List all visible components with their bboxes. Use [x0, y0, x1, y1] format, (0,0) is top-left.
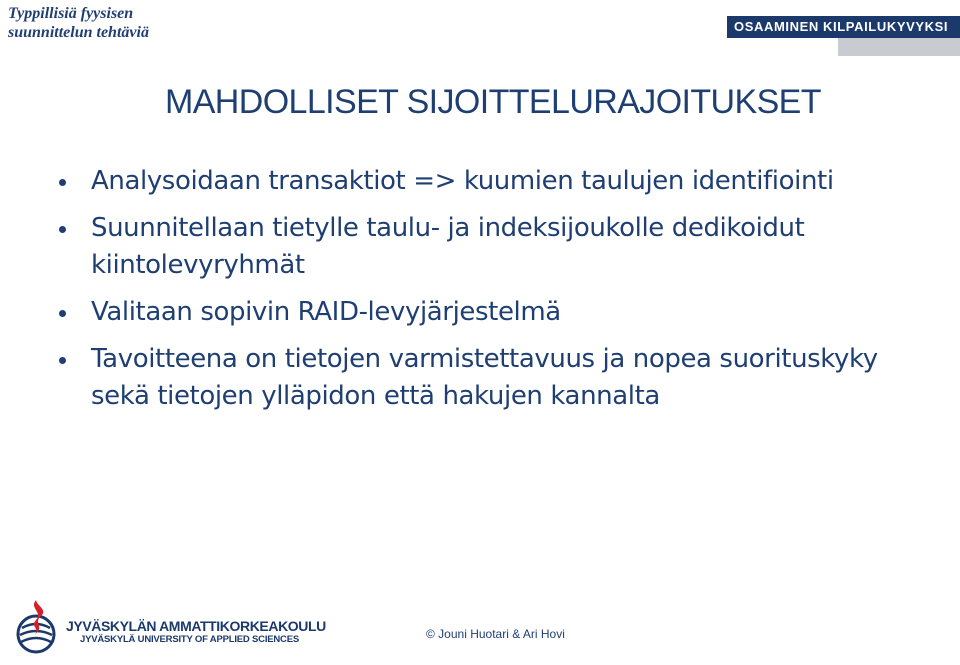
bullet-text: Valitaan sopivin RAID-levyjärjestelmä [91, 297, 561, 327]
bullet-icon [56, 210, 70, 247]
bullet-icon [56, 341, 70, 378]
copyright-text: © Jouni Huotari & Ari Hovi [426, 627, 565, 641]
corner-title-line1: Typpillisiä fyysisen [8, 5, 134, 22]
bullet-text: Tavoitteena on tietojen varmistettavuus ja nopea suorituskyky sekä tietojen ylläpidon että hakujen kannalta [91, 344, 878, 411]
bullet-item [56, 163, 936, 200]
bullet-list [56, 163, 936, 425]
jamk-logo-icon [12, 598, 60, 654]
school-name-english: JYVÄSKYLÄ UNIVERSITY OF APPLIED SCIENCES [80, 634, 299, 645]
bullet-icon [56, 163, 70, 200]
bullet-item [56, 294, 936, 331]
slide-title: MAHDOLLISET SIJOITTELURAJOITUKSET [165, 83, 821, 121]
bullet-text: Suunnitellaan tietylle taulu- ja indeksijoukolle dedikoidut kiintolevyryhmät [91, 213, 805, 280]
bullet-text: Analysoidaan transaktiot => kuumien taulujen identifiointi [91, 166, 834, 196]
corner-title [8, 4, 149, 42]
corner-title-line2: suunnittelun tehtäviä [8, 24, 149, 41]
bullet-icon [56, 294, 70, 331]
bullet-item [56, 210, 936, 284]
banner-text: OSAAMINEN KILPAILUKYVYKSI [734, 19, 949, 34]
school-name: JYVÄSKYLÄN AMMATTIKORKEAKOULU [66, 618, 326, 634]
bullet-item [56, 341, 936, 415]
banner-accent-bar [838, 38, 960, 56]
